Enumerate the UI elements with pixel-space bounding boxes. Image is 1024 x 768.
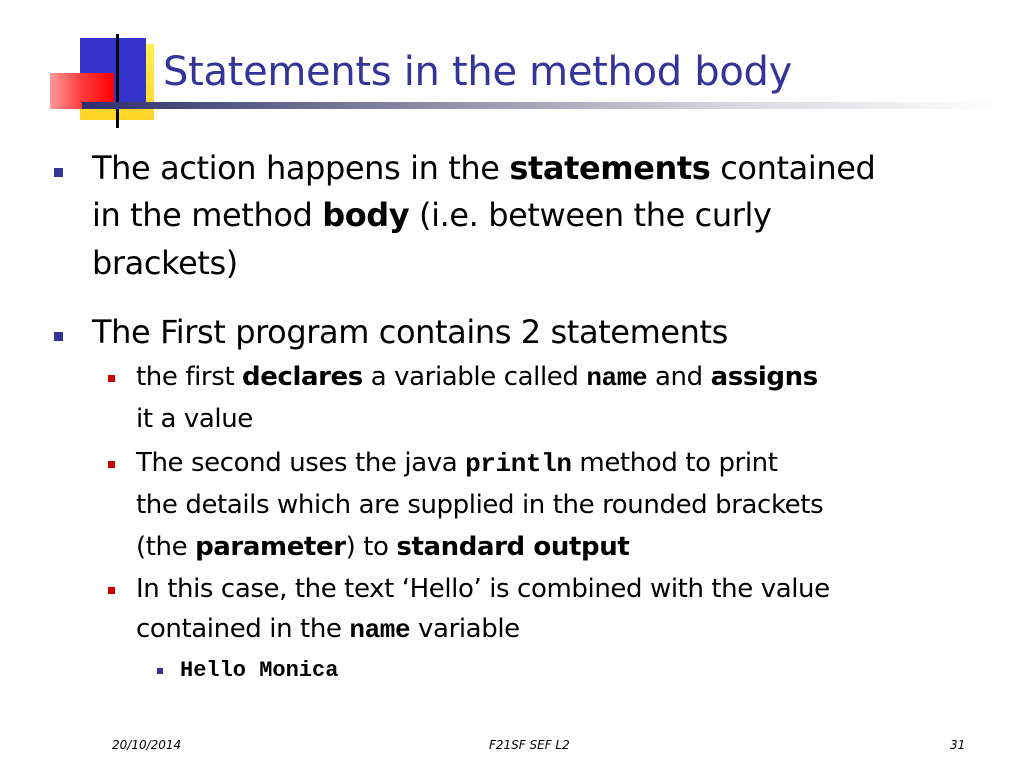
- code-name: name: [586, 363, 648, 393]
- bullet-1-line-1: The action happens in the statements contained: [92, 149, 876, 187]
- sub-bullet-3-line-2: contained in the name variable: [136, 614, 520, 645]
- sub-bullet-2-line-1: The second uses the java println method to print: [136, 448, 778, 479]
- sub-bullet-2-line-2: the details which are supplied in the rounded brackets: [136, 490, 824, 520]
- code-name: name: [349, 615, 411, 645]
- sub-bullet-marker: [108, 461, 115, 468]
- footer-date: 20/10/2014: [112, 738, 182, 752]
- bullet-1-line-3: brackets): [92, 244, 238, 282]
- sub-bullet-1-line-1: the first declares a variable called name and assigns: [136, 362, 818, 393]
- bullet-marker: [54, 332, 63, 341]
- bullet-2-text: The First program contains 2 statements: [92, 313, 728, 351]
- footer-page-number: 31: [950, 738, 966, 752]
- sub-bullet-3-line-1: In this case, the text ‘Hello’ is combined with the value: [136, 574, 830, 604]
- code-output-hello-monica: Hello Monica: [180, 658, 339, 683]
- slide-title: Statements in the method body: [163, 49, 792, 95]
- sub-bullet-1-line-2: it a value: [136, 404, 253, 434]
- sub-bullet-2-line-3: (the parameter) to standard output: [136, 532, 630, 562]
- footer-course: F21SF SEF L2: [489, 738, 570, 752]
- bullet-marker: [54, 168, 63, 177]
- sub-bullet-marker: [108, 375, 115, 382]
- level-3-bullet-marker: [157, 668, 163, 674]
- code-println: println: [465, 449, 572, 479]
- bullet-1-line-2: in the method body (i.e. between the curly: [92, 196, 772, 234]
- sub-bullet-marker: [108, 587, 115, 594]
